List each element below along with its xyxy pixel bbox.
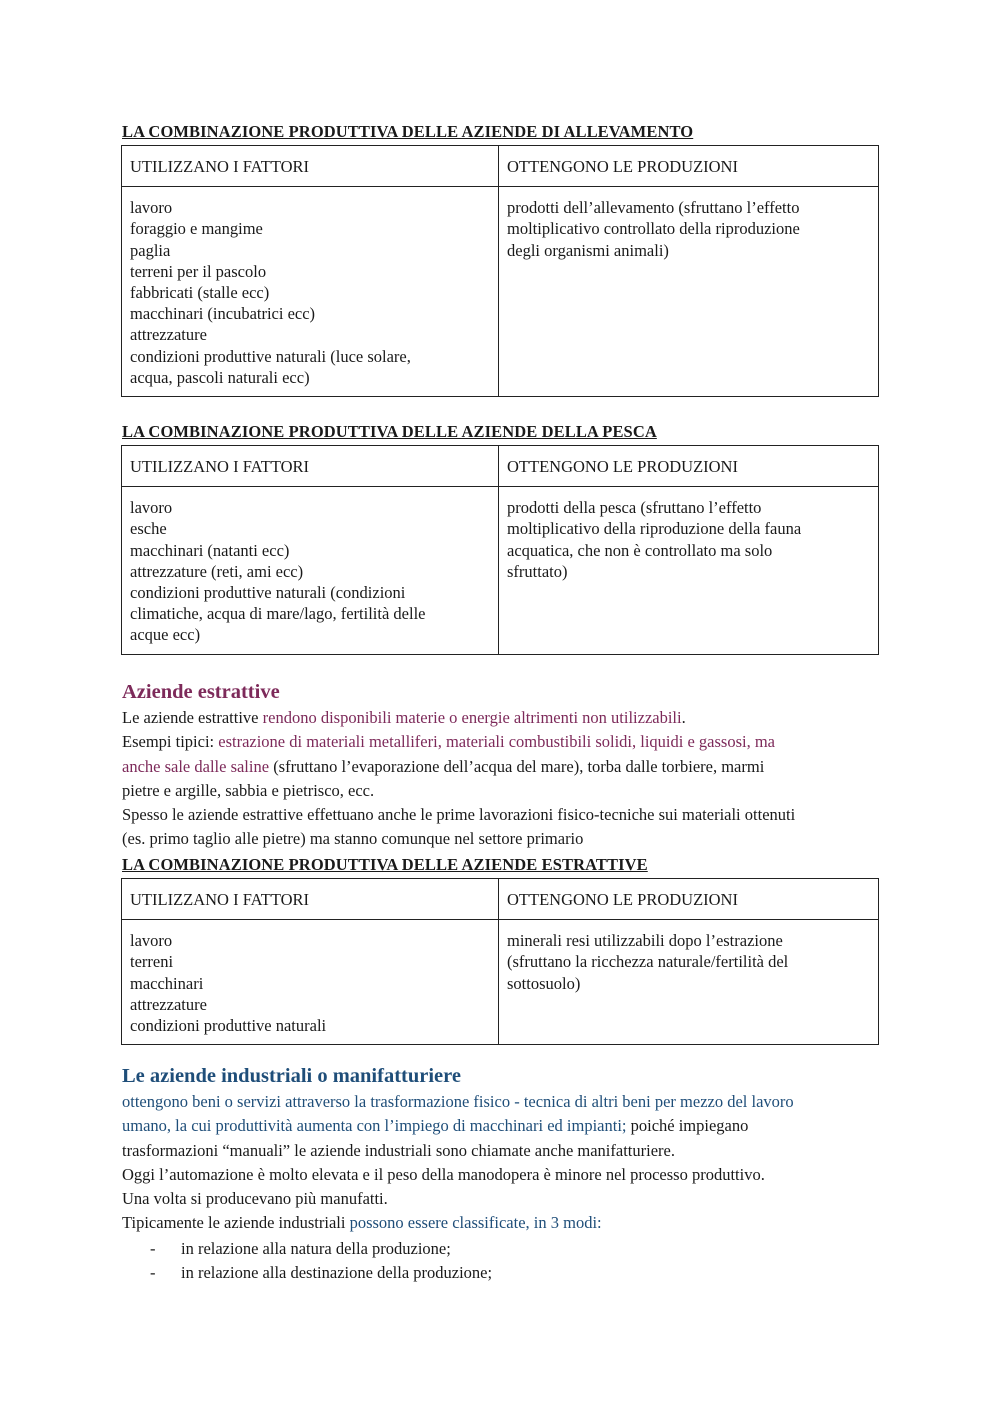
- list-item: condizioni produttive naturali (luce solare,: [130, 346, 411, 366]
- estrattive-header-right: OTTENGONO LE PRODUZIONI: [499, 879, 879, 920]
- list-item: attrezzature: [130, 325, 207, 345]
- list-item: prodotti dell’allevamento (sfruttano l’effetto: [507, 198, 800, 218]
- industriali-line-1: ottengono beni o servizi attraverso la trasformazione fisico - tecnica di altri beni per mezzo del lavoro: [122, 1092, 794, 1111]
- list-item: prodotti della pesca (sfruttano l’effetto: [507, 498, 762, 518]
- pesca-header-left: UTILIZZANO I FATTORI: [122, 446, 499, 487]
- list-item: fabbricati (stalle ecc): [130, 283, 270, 303]
- estrattive-text: [122, 706, 882, 852]
- list-item: lavoro: [130, 931, 173, 951]
- list-item: moltiplicativo della riproduzione della fauna: [507, 519, 802, 539]
- bullet-dash: -: [150, 1263, 156, 1282]
- list-item: lavoro: [130, 498, 173, 518]
- list-item: acqua, pascoli naturali ecc): [130, 367, 310, 387]
- list-item: acquatica, che non è controllato ma solo: [507, 540, 773, 560]
- allevamento-header-right: OTTENGONO LE PRODUZIONI: [499, 146, 879, 187]
- list-item: foraggio e mangime: [130, 219, 263, 239]
- list-item: attrezzature (reti, ami ecc): [130, 561, 304, 581]
- estrattive-fattori-cell: [122, 920, 499, 1045]
- list-item: degli organismi animali): [507, 240, 669, 260]
- list-item: macchinari (natanti ecc): [130, 540, 290, 560]
- industriali-line-2: umano, la cui produttività aumenta con l’impiego di macchinari ed impianti; poiché impiegano: [122, 1116, 749, 1136]
- estrattive-table: [121, 878, 879, 1045]
- estrattive-line-1: Le aziende estrattive rendono disponibili materie o energie altrimenti non utilizzabili.: [122, 708, 686, 727]
- list-item: - in relazione alla destinazione della produzione;: [150, 1261, 492, 1285]
- list-item: terreni: [130, 952, 174, 972]
- list-item: sottosuolo): [507, 973, 581, 993]
- list-item: climatiche, acqua di mare/lago, fertilità delle: [130, 604, 426, 624]
- list-item: condizioni produttive naturali (condizioni: [130, 583, 406, 603]
- industriali-line-6: Tipicamente le aziende industriali possono essere classificate, in 3 modi:: [122, 1213, 602, 1233]
- list-item: minerali resi utilizzabili dopo l’estrazione: [507, 931, 783, 951]
- estrattive-line-3: anche sale dalle saline (sfruttano l’evaporazione dell’acqua del mare), torba dalle torbiere, marmi: [122, 756, 765, 776]
- list-item: paglia: [130, 240, 171, 260]
- industriali-line-4: Oggi l’automazione è molto elevata e il peso della manodopera è minore nel processo produttivo.: [122, 1164, 765, 1184]
- pesca-table: [121, 445, 879, 655]
- estrattive-line-6: (es. primo taglio alle pietre) ma stanno comunque nel settore primario: [122, 829, 584, 849]
- list-item: lavoro: [130, 198, 173, 218]
- list-item: terreni per il pascolo: [130, 261, 267, 281]
- estrattive-produzioni-cell: [499, 920, 879, 1045]
- list-item: condizioni produttive naturali: [130, 1016, 327, 1036]
- pesca-header-right: OTTENGONO LE PRODUZIONI: [499, 446, 879, 487]
- list-item: - in relazione alla natura della produzione;: [150, 1237, 451, 1261]
- list-item: (sfruttano la ricchezza naturale/fertilità del: [507, 952, 789, 972]
- pesca-produzioni-cell: [499, 487, 879, 654]
- industriali-line-5: Una volta si producevano più manufatti.: [122, 1189, 388, 1209]
- list-item: macchinari: [130, 973, 204, 993]
- estrattive-heading: Aziende estrattive: [122, 681, 280, 703]
- estrattive-line-4: pietre e argille, sabbia e pietrisco, ecc.: [122, 780, 375, 800]
- list-item: esche: [130, 519, 167, 539]
- estrattive-line-5: Spesso le aziende estrattive effettuano anche le prime lavorazioni fisico-tecniche sui materiali ottenuti: [122, 805, 796, 825]
- allevamento-title: LA COMBINAZIONE PRODUTTIVA DELLE AZIENDE DI ALLEVAMENTO: [122, 122, 694, 141]
- allevamento-fattori-cell: [122, 187, 499, 397]
- pesca-title: LA COMBINAZIONE PRODUTTIVA DELLE AZIENDE DELLA PESCA: [122, 422, 657, 441]
- list-item: moltiplicativo controllato della riproduzione: [507, 219, 800, 239]
- list-item: acque ecc): [130, 625, 201, 645]
- industriali-text: [122, 1090, 882, 1236]
- industriali-heading: Le aziende industriali o manifatturiere: [122, 1065, 461, 1087]
- list-item: attrezzature: [130, 994, 207, 1014]
- pesca-fattori-cell: [122, 487, 499, 654]
- estrattive-header-left: UTILIZZANO I FATTORI: [122, 879, 499, 920]
- allevamento-table: [121, 145, 879, 397]
- estrattive-line-2: Esempi tipici: estrazione di materiali metalliferi, materiali combustibili solidi, liquidi e gassosi, ma: [122, 732, 775, 752]
- list-item: macchinari (incubatrici ecc): [130, 304, 316, 324]
- list-item: sfruttato): [507, 561, 568, 581]
- industriali-line-3: trasformazioni “manuali” le aziende industriali sono chiamate anche manifatturiere.: [122, 1140, 675, 1160]
- estrattive-title: LA COMBINAZIONE PRODUTTIVA DELLE AZIENDE ESTRATTIVE: [122, 855, 648, 874]
- bullet-dash: -: [150, 1239, 156, 1258]
- allevamento-produzioni-cell: [499, 187, 879, 397]
- allevamento-header-left: UTILIZZANO I FATTORI: [122, 146, 499, 187]
